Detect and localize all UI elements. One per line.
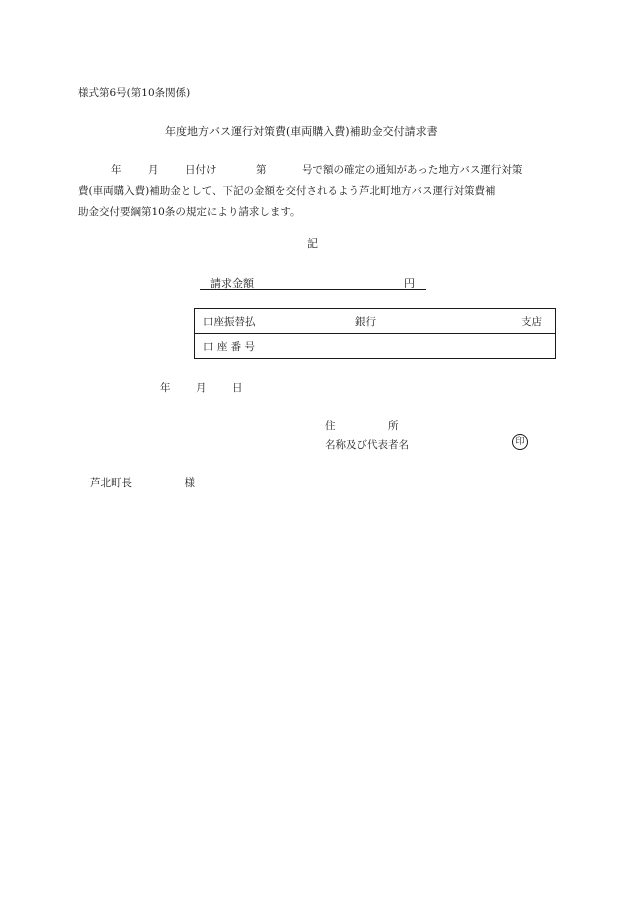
body-dai: 第 bbox=[256, 164, 267, 176]
yen-unit: 円 bbox=[404, 277, 415, 290]
body-line3: 助金交付要綱第10条の規定により請求します。 bbox=[78, 206, 301, 218]
bank-account-table bbox=[194, 308, 556, 359]
seal-mark: 印 bbox=[512, 434, 528, 450]
request-paragraph bbox=[78, 160, 558, 223]
bank-label: 銀行 bbox=[355, 316, 376, 328]
body-line2: 費(車両購入費)補助金として、下記の金額を交付されるよう芦北町地方バス運行対策費補 bbox=[78, 185, 496, 197]
addressee-line: 芦北町長 様 bbox=[90, 477, 195, 489]
body-line1-tail: 号で額の確定の通知があった地方バス運行対策 bbox=[302, 164, 523, 176]
account-number-label: 口 座 番 号 bbox=[203, 341, 256, 353]
name-representative-label: 名称及び代表者名 bbox=[325, 439, 409, 451]
claim-amount-line[interactable] bbox=[200, 275, 426, 290]
body-month: 月 bbox=[148, 164, 159, 176]
date-month: 月 bbox=[196, 382, 207, 394]
ki-heading: 記 bbox=[307, 237, 318, 250]
address-label: 住 所 bbox=[325, 420, 399, 432]
claim-amount-label: 請求金額 bbox=[210, 277, 254, 290]
body-day-dated: 日付け bbox=[185, 164, 217, 176]
document-title: 年度地方バス運行対策費(車両購入費)補助金交付請求書 bbox=[165, 125, 438, 138]
branch-label: 支店 bbox=[521, 316, 542, 328]
body-year: 年 bbox=[111, 164, 122, 176]
form-number: 様式第6号(第10条関係) bbox=[78, 87, 191, 99]
date-day: 日 bbox=[232, 382, 243, 394]
account-number-row[interactable] bbox=[195, 333, 555, 358]
bank-transfer-row[interactable] bbox=[195, 309, 555, 333]
date-year: 年 bbox=[160, 382, 171, 394]
transfer-label: 口座振替払 bbox=[203, 316, 256, 328]
